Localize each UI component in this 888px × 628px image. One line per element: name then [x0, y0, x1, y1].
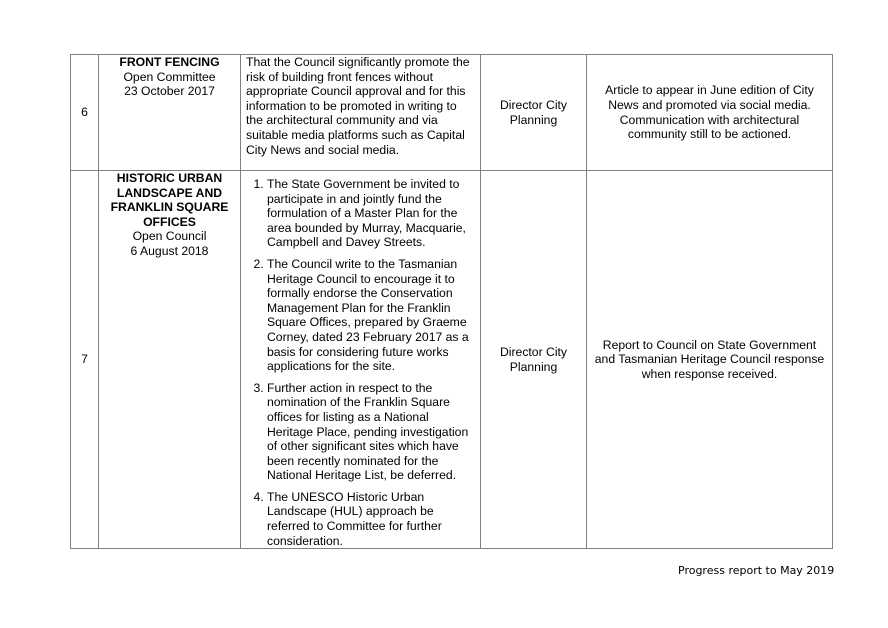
item-subject: [99, 55, 241, 171]
meeting-date: 6 August 2018: [130, 243, 209, 258]
responsibility: Director City Planning: [481, 171, 587, 549]
meeting-forum: Open Committee: [123, 69, 216, 84]
table-row: [71, 171, 833, 549]
action-status: Report to Council on State Government and Tasmanian Heritage Council response when response received.: [587, 171, 833, 549]
meeting-date: 23 October 2017: [124, 84, 215, 99]
list-item: 1. The State Government be invited to participate in and jointly fund the formulation of a Master Plan for the area bounded by Murray, Macquarie, Campbell and Davey Streets.: [267, 177, 475, 250]
resolution-text: That the Council significantly promote the risk of building front fences without appropriate Council approval and for this information to be promoted in writing to the architectural community and via suitable media platforms such as Capital City News and social media.: [241, 55, 481, 171]
item-number: 7: [71, 171, 99, 549]
item-number: 6: [71, 55, 99, 171]
table-row: [71, 55, 833, 171]
responsibility: Director City Planning: [481, 55, 587, 171]
list-item: 3. Further action in respect to the nomination of the Franklin Square offices for listing as a National Heritage Place, pending investigation of other significant sites which have been recently nominated for the National Heritage List, be deferred.: [267, 381, 475, 483]
resolution-list: [241, 171, 481, 549]
subject-title: HISTORIC URBAN LANDSCAPE AND FRANKLIN SQUARE OFFICES: [110, 171, 229, 229]
progress-report-table: [70, 54, 833, 549]
item-subject: [99, 171, 241, 549]
meeting-forum: Open Council: [132, 229, 207, 244]
subject-title: FRONT FENCING: [119, 55, 220, 69]
page-footer: Progress report to May 2019: [678, 564, 835, 577]
list-item: 4. The UNESCO Historic Urban Landscape (HUL) approach be referred to Committee for further consideration.: [267, 490, 475, 548]
list-item: 2. The Council write to the Tasmanian Heritage Council to encourage it to formally endorse the Conservation Management Plan for the Franklin Square Offices, prepared by Graeme Corney, dated 23 February 2017 as a basis for considering future works applications for the site.: [267, 257, 475, 374]
action-status: Article to appear in June edition of City News and promoted via social media. Communication with architectural community still to be actioned.: [587, 55, 833, 171]
